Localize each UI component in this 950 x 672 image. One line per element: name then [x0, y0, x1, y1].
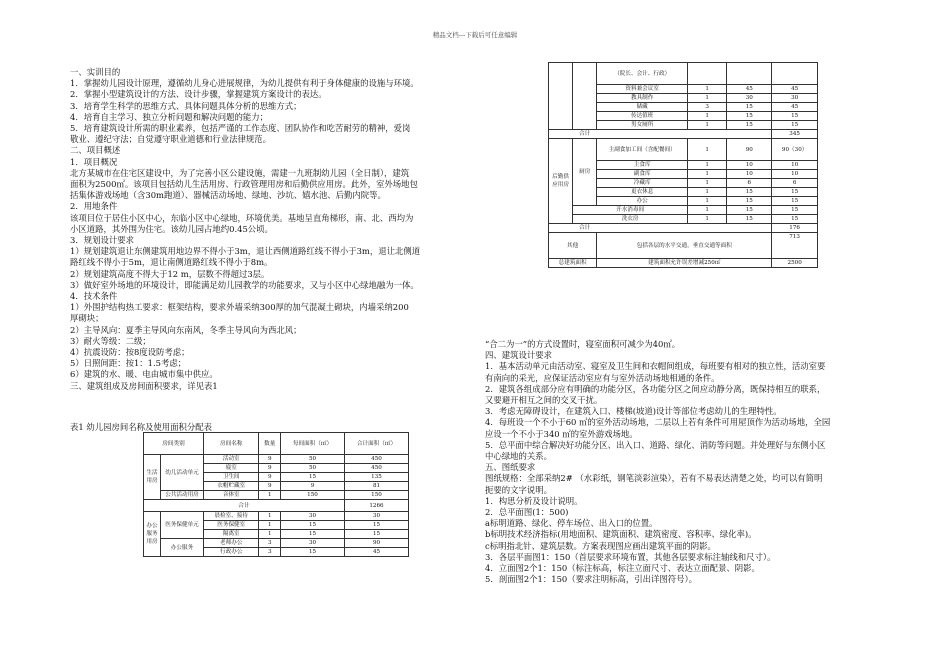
- admin-total-label: 合计: [549, 130, 772, 139]
- table-cell: 45: [727, 85, 772, 94]
- table-cell: 30: [772, 94, 818, 103]
- text-line: 一、实训目的: [70, 67, 121, 77]
- table-cell: 15: [772, 112, 818, 121]
- text-line: 该项目位于居住小区中心，东临小区中心绿地，环境优美。基地呈直角梯形，南、北、西均为: [70, 212, 414, 223]
- table-cell: 45: [345, 548, 409, 557]
- table-cell: 30: [281, 539, 345, 548]
- table-cell: 老师办公: [204, 539, 259, 548]
- text-line: 图纸规格：全部采纳2# （水彩纸，钢笔淡彩渲染），若有不易表达清楚之处，均可以有简明: [485, 473, 823, 484]
- table-cell: 6: [727, 179, 772, 188]
- table-cell: 主副食加工间（含配餐间）: [597, 139, 688, 161]
- text-line: 5．总平面中综合解决好功能分区、出入口、道路、绿化、消防等问题。并处理好与东侧小区: [485, 439, 826, 450]
- table-cell: 1: [688, 85, 727, 94]
- text-line: 二、项目概述: [70, 145, 121, 156]
- table-cell: 45: [772, 103, 818, 112]
- other-label: 其他: [549, 233, 597, 259]
- text-line: 1．掌握幼儿园设计原理，遵循幼儿身心进展规律，为幼儿提供有利于身体健康的设施与环境。: [70, 78, 419, 89]
- text-line: 中心绿地的关系。: [485, 451, 552, 462]
- table-cell: 晨检室、接待: [204, 512, 259, 521]
- table-cell: 副食库: [597, 170, 688, 179]
- table-cell: 资料兼会议室: [597, 85, 688, 94]
- public-label: 公共活动用房: [161, 491, 204, 500]
- text-line: 1．基本活动单元由活动室、寝室及卫生间和衣帽间组成，每班要有相对的独立性，活动室要: [485, 361, 826, 372]
- table-cell: 15: [772, 188, 818, 197]
- table-cell: 9: [259, 455, 281, 464]
- admin-total: 345: [772, 130, 818, 139]
- table-cell: [573, 63, 597, 130]
- th-room: 房间名称: [204, 433, 259, 455]
- table-cell: 30: [281, 512, 345, 521]
- table1-caption: 表1 幼儿园房间名称及使用面积分配表: [70, 422, 212, 432]
- table-cell: 3: [688, 103, 727, 112]
- other-value: 713: [772, 233, 818, 259]
- table-cell: 1: [688, 139, 727, 161]
- table-cell: 1: [688, 94, 727, 103]
- table-cell: 90（30）: [772, 139, 818, 161]
- table-cell: 1: [259, 512, 281, 521]
- text-line: 3．规划设计要求: [70, 235, 134, 246]
- text-line: 3．培育学生科学的思维方式、具体问题具体分析的思维方式；: [70, 100, 302, 111]
- text-line: 4．每班设一个不小于60 ㎡的室外活动场地，二层以上若有条件可用屋顶作为活动场地，全园: [485, 417, 831, 428]
- table-cell: （院长、会计、行政）: [597, 63, 688, 85]
- table-cell: 1: [688, 161, 727, 170]
- text-line: 6）建筑的水、暖、电由城市集中供应。: [70, 369, 218, 380]
- log-total: 176: [772, 224, 818, 233]
- table-cell: 450: [345, 455, 409, 464]
- text-line: 有南向的采光，应保证活动室应有与室外活动场地相通的条件。: [485, 372, 720, 383]
- subtotal-value: 1266: [345, 500, 409, 512]
- text-line: a标明道路、绿化、停车场位、出入口的位置。: [485, 518, 658, 529]
- table-cell: 1: [688, 188, 727, 197]
- table-cell: 50: [281, 455, 345, 464]
- table-cell: 传达值班: [597, 112, 688, 121]
- text-line: 3．各层平面图1：150（首层要求环境布置，其他各层要求标注轴线和尺寸）。: [485, 551, 776, 562]
- text-line: 应设一个不小于340 ㎡的室外游戏场地。: [485, 428, 638, 439]
- page-header: 精品文档---下载后可任意编辑: [432, 31, 518, 39]
- table-cell: 1: [688, 215, 727, 224]
- table-cell: 1: [259, 530, 281, 539]
- table-cell: 1: [688, 197, 727, 206]
- table-cell: 135: [345, 473, 409, 482]
- grand-desc: 建筑面积允许误差增减250㎡: [597, 259, 772, 268]
- text-line: 北方某城市在住宅区建设中，为了完善小区公建设施，需建一九班制幼儿园（全日制），建筑: [70, 167, 410, 178]
- table-cell: 81: [345, 482, 409, 491]
- th-category: 房间类别: [144, 433, 204, 455]
- text-line: 括集体游戏场地（含30m跑道）、器械活动场地、绿地、沙坑、嬉水池、后勤内院等。: [70, 190, 386, 201]
- table-cell: 90: [345, 539, 409, 548]
- sub-office: 办公服务: [161, 539, 204, 557]
- cat-admin: 办公服务用房: [144, 512, 161, 557]
- table-cell: 30: [727, 94, 772, 103]
- table-cell: 1: [688, 112, 727, 121]
- table-cell: 90: [727, 139, 772, 161]
- log-total-label: 合计: [549, 224, 772, 233]
- table-cell: 洗衣房: [573, 215, 688, 224]
- table-cell: 1: [688, 206, 727, 215]
- text-line: 3）做好室外场地的环境设计，即能满足幼儿园教学的功能要求，又与小区中心绿地融为一体。: [70, 279, 419, 290]
- text-line: 4．立面图2个1：150（标注标高，标注立面尺寸、表达立面配景、阴影。: [485, 563, 760, 574]
- text-line: 3）耐火等级：二级；: [70, 335, 151, 346]
- table-cell: 男女厕所: [597, 121, 688, 130]
- left-column: [70, 67, 480, 392]
- table-cell: 1: [259, 521, 281, 530]
- table-cell: 10: [727, 170, 772, 179]
- text-line: 5．培育建筑设计所需的职业素养，包括严谨的工作态度、团队协作和吃苦耐劳的精神，爱岗: [70, 123, 411, 134]
- cat-logistics: 后勤供应用房: [549, 139, 573, 224]
- text-line: “合二为一”的方式设置时，寝室面积可减少为40㎡。: [485, 339, 681, 349]
- table-cell: 15: [727, 197, 772, 206]
- th-area-total: 合计面积（㎡）: [345, 433, 409, 455]
- sub-unit: 幼儿活动单元: [161, 455, 204, 491]
- table-cell: 15: [727, 112, 772, 121]
- room-area-table-part1: [143, 432, 409, 557]
- text-line: 扼要的文字说明。: [485, 484, 552, 495]
- table-cell: 主食库: [597, 161, 688, 170]
- table-cell: 1: [688, 170, 727, 179]
- right-column: [485, 339, 895, 585]
- table-cell: 15: [727, 188, 772, 197]
- table-cell: 卫生间: [204, 473, 259, 482]
- table-cell: 45: [772, 85, 818, 94]
- room-area-table-part2: [548, 62, 818, 268]
- table-cell: 开水消毒间: [573, 206, 688, 215]
- table-cell: [688, 63, 727, 85]
- table-cell: 9: [259, 464, 281, 473]
- text-line: 小区道路，其外围为住宅。该幼儿园占地约0.45公顷。: [70, 223, 273, 234]
- cat-living: 生活用房: [144, 455, 161, 500]
- table-cell: 储藏: [597, 103, 688, 112]
- table-cell: 15: [727, 121, 772, 130]
- text-line: 5．剖面图2个1：150（要求注明标高，引出详图符号）。: [485, 574, 698, 585]
- sub-health: 医务保健单元: [161, 512, 204, 539]
- table-cell: 9: [259, 482, 281, 491]
- th-area-each: 每间面积（㎡）: [281, 433, 345, 455]
- other-desc: 包括各层的水平交通，垂直交通等面积: [597, 233, 772, 259]
- text-line: 五、图纸要求: [485, 462, 536, 473]
- table-cell: 450: [345, 464, 409, 473]
- table-cell: 音体室: [204, 491, 259, 500]
- table-cell: 15: [281, 473, 345, 482]
- text-line: 4．技术条件: [70, 291, 118, 302]
- table-cell: 15: [772, 215, 818, 224]
- th-qty: 数量: [259, 433, 281, 455]
- table-cell: 3: [259, 548, 281, 557]
- table-cell: 50: [281, 464, 345, 473]
- table-cell: 15: [281, 521, 345, 530]
- text-line: 1．项目概况: [70, 156, 118, 167]
- table-cell: [727, 63, 772, 85]
- table-cell: 医务保健室: [204, 521, 259, 530]
- table-cell: 寝室: [204, 464, 259, 473]
- text-line: 三、建筑组成及房间面积要求，详见表1: [70, 380, 218, 391]
- table-cell: 1: [688, 179, 727, 188]
- table-cell: 隔离室: [204, 530, 259, 539]
- table-cell: 冷藏库: [597, 179, 688, 188]
- text-line: 面积为2500㎡。该项目包括幼儿生活用房、行政管理用房和后勤供应用房。此外，室外场地包: [70, 179, 418, 190]
- text-line: 4．培育自主学习、独立分析问题和解决问题的能力；: [70, 111, 268, 122]
- grand-value: 2500: [772, 259, 818, 268]
- table-cell: 行政办公: [204, 548, 259, 557]
- table-cell: 6: [772, 179, 818, 188]
- text-line: 5）日照间距：按1：1.5考虑；: [70, 358, 187, 369]
- table-cell: 更衣休息: [597, 188, 688, 197]
- table-cell: 9: [259, 473, 281, 482]
- table-cell: 3: [259, 539, 281, 548]
- table-cell: [772, 63, 818, 85]
- text-line: b标明技术经济指标(用地面积、建筑面积、建筑密度、容积率、绿化率)。: [485, 529, 757, 540]
- text-line: 1）规划建筑退让东侧建筑用地边界不得小于3m，退让西侧道路红线不得小于3m，退让北侧道: [70, 246, 421, 257]
- table-cell: 15: [727, 215, 772, 224]
- text-line: 2．掌握小型建筑设计的方法、设计步骤，掌握建筑方案设计的表达。: [70, 89, 327, 100]
- sub-kitchen: 厨房: [573, 139, 597, 206]
- table-cell: 150: [345, 491, 409, 500]
- table-cell: 办公: [597, 197, 688, 206]
- table-cell: 1: [259, 491, 281, 500]
- table-cell: 30: [345, 512, 409, 521]
- table-cell: 15: [727, 103, 772, 112]
- table-cell: 活动室: [204, 455, 259, 464]
- text-line: 路红线不得小于5m，退让南侧道路红线不得小于8m。: [70, 257, 273, 268]
- table-cell: 9: [281, 482, 345, 491]
- text-line: 1．构思分析及设计说明。: [485, 495, 583, 506]
- table-cell: 15: [772, 206, 818, 215]
- table-cell: 15: [772, 121, 818, 130]
- table-cell: 15: [727, 206, 772, 215]
- table-cell: 15: [772, 197, 818, 206]
- table-cell: 1: [688, 121, 727, 130]
- text-line: 2）主导风向：夏季主导风向东南风，冬季主导风向为西北风；: [70, 324, 302, 335]
- table-cell: 15: [281, 548, 345, 557]
- table-cell: 衣帽贮藏室: [204, 482, 259, 491]
- table-cell: 15: [345, 521, 409, 530]
- table-cell: 10: [727, 161, 772, 170]
- text-line: 1）外围护结构热工要求：框架结构，要求外墙采纳300厚的加气混凝土砌块，内墙采纳200: [70, 302, 409, 313]
- table-cell: 150: [281, 491, 345, 500]
- text-line: 敬业、遵纪守法；自觉遵守职业道德和行业法律规范。: [70, 134, 271, 145]
- table-cell: 教具制作: [597, 94, 688, 103]
- text-line: 2）规划建筑高度不得大于12 m，层数不得超过3层。: [70, 268, 270, 279]
- text-line: 又要避开相互之间的交叉干扰。: [485, 395, 603, 406]
- text-line: 四、建筑设计要求: [485, 350, 552, 361]
- text-line: 3．考虑无障碍设计，在建筑入口、楼梯(坡道)设计等部位考虑幼儿的生理特性。: [485, 406, 782, 417]
- subtotal-label: 合计: [144, 500, 345, 512]
- text-line: 厚砌块；: [70, 313, 104, 324]
- table-cell: 15: [281, 530, 345, 539]
- table-cell: 10: [772, 161, 818, 170]
- grand-label: 总建筑面积: [549, 259, 597, 268]
- text-line: c标明指北针、建筑层数。方案表现图应画出建筑平面的阴影。: [485, 540, 716, 551]
- text-line: 2．用地条件: [70, 201, 118, 212]
- table-cell: 10: [772, 170, 818, 179]
- text-line: 4）抗震设防：按8度设防考虑；: [70, 347, 190, 358]
- table-cell: 15: [345, 530, 409, 539]
- text-line: 2．总平面图(1：500): [485, 507, 569, 518]
- table-cell: [549, 63, 573, 130]
- text-line: 2．建筑各组成部分应有明确的功能分区，各功能分区之间应动静分离，既保持相互的联系，: [485, 383, 826, 394]
